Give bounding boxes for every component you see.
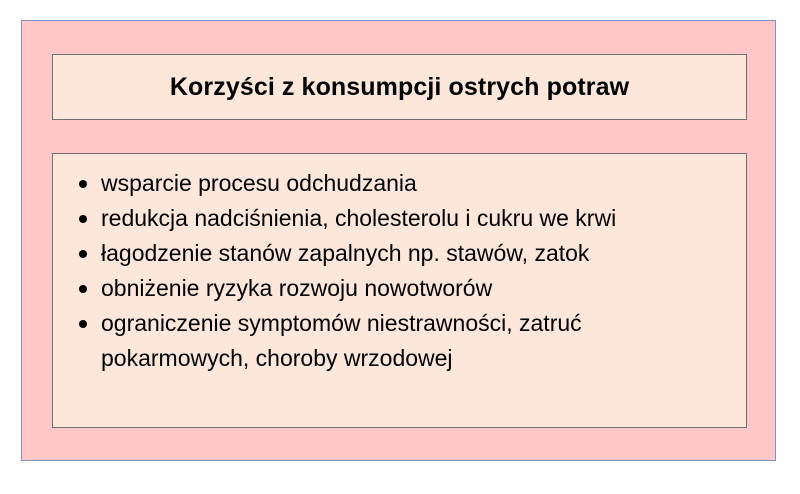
list-item-text: wsparcie procesu odchudzania	[101, 170, 417, 196]
bullet-icon	[79, 215, 87, 223]
list-item-text: redukcja nadciśnienia, cholesterolu i cukru we krwi	[101, 205, 617, 231]
list-item	[79, 166, 736, 201]
infographic-frame	[21, 20, 776, 461]
bullet-icon	[79, 285, 87, 293]
bullet-icon	[79, 250, 87, 258]
list-item	[79, 201, 736, 236]
bullet-icon	[79, 320, 87, 328]
list-item-text: ograniczenie symptomów niestrawności, zatruć pokarmowych, choroby wrzodowej	[101, 310, 582, 371]
list-item	[79, 271, 736, 306]
benefits-box	[52, 153, 747, 428]
page-title: Korzyści z konsumpcji ostrych potraw	[169, 72, 630, 101]
list-item-text: obniżenie ryzyka rozwoju nowotworów	[101, 275, 493, 301]
list-item-text: łagodzenie stanów zapalnych np. stawów, zatok	[101, 240, 590, 266]
list-item	[79, 306, 736, 376]
list-item	[79, 236, 736, 271]
title-box	[52, 54, 747, 120]
bullet-icon	[79, 180, 87, 188]
benefits-list	[79, 166, 736, 376]
